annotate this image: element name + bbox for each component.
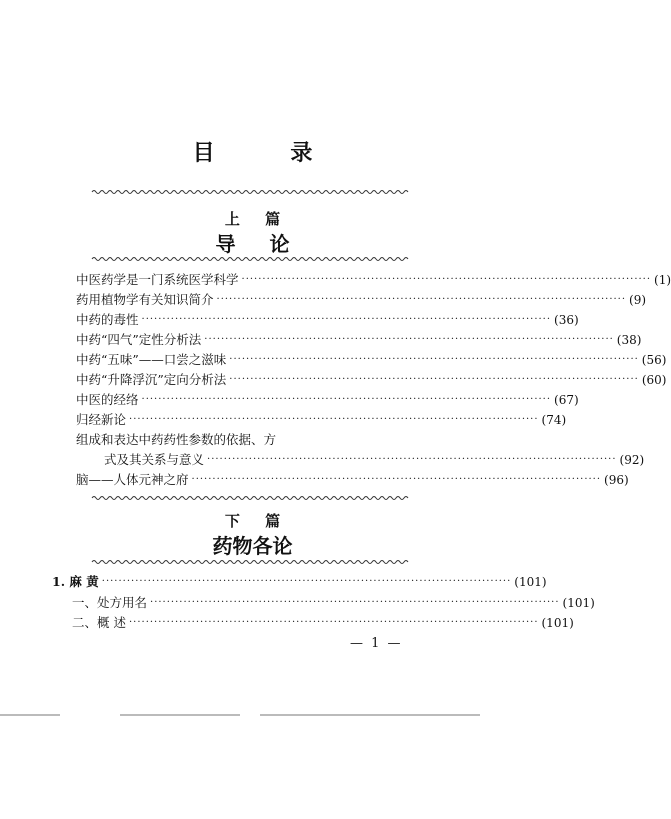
toc-entry-page: (60) (641, 373, 667, 387)
dot-leader: ·································································································· (229, 354, 639, 365)
toc-entry-page: (56) (641, 353, 667, 367)
scan-artifact (120, 714, 240, 716)
toc-entry[interactable] (76, 350, 667, 370)
dot-leader: ·································································································· (101, 576, 512, 587)
wave-divider (92, 188, 410, 196)
wave-divider (92, 558, 410, 566)
scan-artifact (0, 714, 60, 716)
toc-entry-title: 1. 麻 黄 (52, 574, 99, 589)
toc-entry[interactable] (76, 390, 579, 410)
toc-entry-page: (1) (654, 273, 671, 287)
toc-entry[interactable] (52, 572, 547, 592)
toc-entry[interactable] (76, 270, 671, 290)
toc-entry-title: 二、概 述 (72, 615, 126, 630)
dot-leader: ·································································································· (150, 597, 560, 608)
toc-entry-page: (67) (554, 393, 579, 407)
toc-entry-title: 归经新论 (76, 412, 127, 427)
page-number: — 1 — (350, 636, 403, 651)
toc-entry-title: 中药“升降浮沉”定向分析法 (76, 372, 227, 387)
dot-leader: ·································································································· (204, 334, 614, 345)
toc-entry-title: 式及其关系与意义 (104, 452, 205, 467)
toc-entry[interactable] (72, 593, 595, 613)
part-two-heading: 药物各论 (212, 534, 293, 558)
dot-leader: ·································································································· (141, 314, 552, 325)
toc-entry[interactable] (104, 450, 645, 470)
scan-artifact (260, 714, 480, 716)
toc-entry-page: (9) (629, 293, 647, 307)
dot-leader: ·································································································· (129, 414, 539, 425)
toc-entry-title: 组成和表达中药药性参数的依据、方 (76, 432, 277, 447)
toc-entry[interactable] (76, 470, 629, 490)
toc-entry[interactable] (72, 613, 574, 633)
page-title: 目 录 (192, 140, 347, 166)
toc-entry-page: (74) (541, 413, 567, 427)
dot-leader: ·································································································· (141, 394, 552, 405)
toc-entry[interactable] (76, 410, 567, 430)
toc-entry-title: 中药“五味”——口尝之滋味 (76, 352, 227, 367)
toc-entry[interactable] (76, 430, 376, 450)
part-one-heading: 导论 (215, 232, 324, 256)
dot-leader: ·································································································· (216, 294, 627, 305)
wave-divider (92, 255, 410, 263)
toc-entry-page: (101) (562, 596, 595, 610)
toc-entry-page: (92) (619, 453, 645, 467)
dot-leader: ·································································································· (207, 454, 617, 465)
dot-leader: ·································································································· (229, 374, 639, 385)
toc-entry-title: 脑——人体元神之府 (76, 472, 189, 487)
toc-entry-page: (96) (604, 473, 629, 487)
dot-leader: ·································································································· (191, 474, 602, 485)
toc-entry[interactable] (76, 290, 647, 310)
toc-entry-title: 一、处方用名 (72, 595, 148, 610)
toc-entry[interactable] (76, 330, 642, 350)
toc-entry-title: 中药的毒性 (76, 312, 139, 327)
toc-entry-title: 中医的经络 (76, 392, 139, 407)
toc-entry-title: 中药“四气”定性分析法 (76, 332, 202, 347)
dot-leader: ·································································································· (128, 617, 539, 628)
toc-entry-page: (101) (514, 575, 547, 589)
toc-entry[interactable] (76, 370, 667, 390)
toc-entry-title: 中医药学是一门系统医学科学 (76, 272, 239, 287)
part-two-label: 下 篇 (224, 512, 291, 530)
toc-entry-page: (36) (554, 313, 579, 327)
toc-entry-title: 药用植物学有关知识简介 (76, 292, 214, 307)
dot-leader: ·································································································· (241, 274, 652, 285)
toc-entry-page: (38) (616, 333, 642, 347)
toc-entry[interactable] (76, 310, 579, 330)
toc-entry-page: (101) (541, 616, 574, 630)
part-one-label: 上 篇 (224, 210, 291, 228)
wave-divider (92, 494, 410, 502)
